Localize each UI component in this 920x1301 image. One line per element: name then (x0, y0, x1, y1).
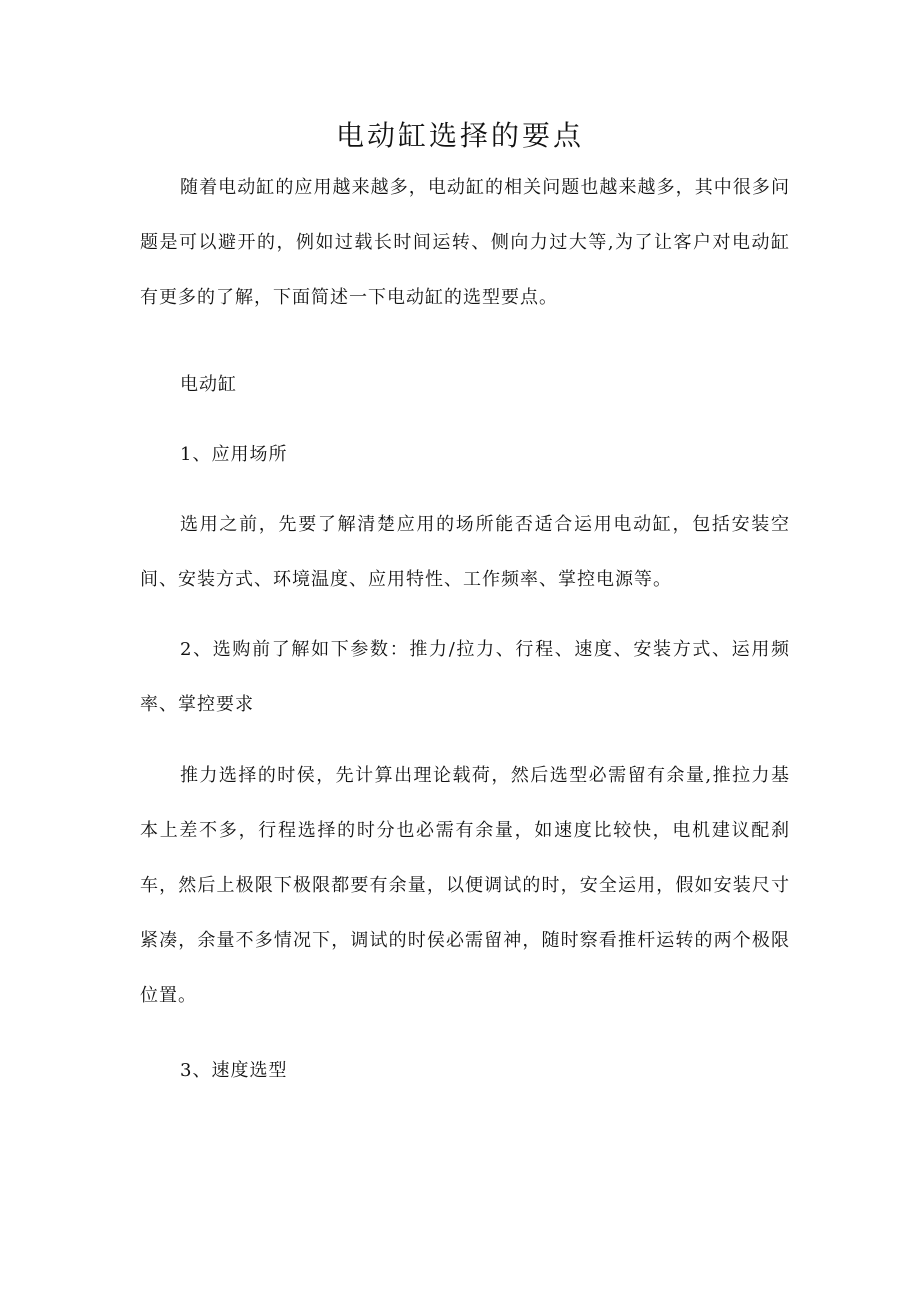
heading-speed-selection: 3、速度选型 (180, 1060, 288, 1081)
heading-application-site: 1、应用场所 (180, 444, 288, 465)
parameters-paragraph: 2、选购前了解如下参数：推力/拉力、行程、速度、安装方式、运用频率、掌控要求 (140, 639, 790, 715)
thrust-selection-paragraph: 推力选择的时侯，先计算出理论载荷，然后选型必需留有余量,推拉力基本上差不多，行程选择的时分也必需有余量，如速度比较快，电机建议配刹车，然后上极限下极限都要有余量，以便调试的时，安全运用，假如安装尺寸紧凑，余量不多情况下，调试的时侯必需留神，随时察看推杆运转的两个极限位置。 (140, 765, 790, 1006)
application-site-paragraph: 选用之前，先要了解清楚应用的场所能否适合运用电动缸，包括安装空间、安装方式、环境温度、应用特性、工作频率、掌控电源等。 (140, 514, 790, 590)
page-title: 电动缸选择的要点 (335, 119, 584, 152)
intro-paragraph: 随着电动缸的应用越来越多，电动缸的相关问题也越来越多，其中很多问题是可以避开的，例如过载长时间运转、侧向力过大等,为了让客户对电动缸有更多的了解，下面简述一下电动缸的选型要点。 (140, 177, 790, 308)
section-label: 电动缸 (180, 374, 237, 395)
